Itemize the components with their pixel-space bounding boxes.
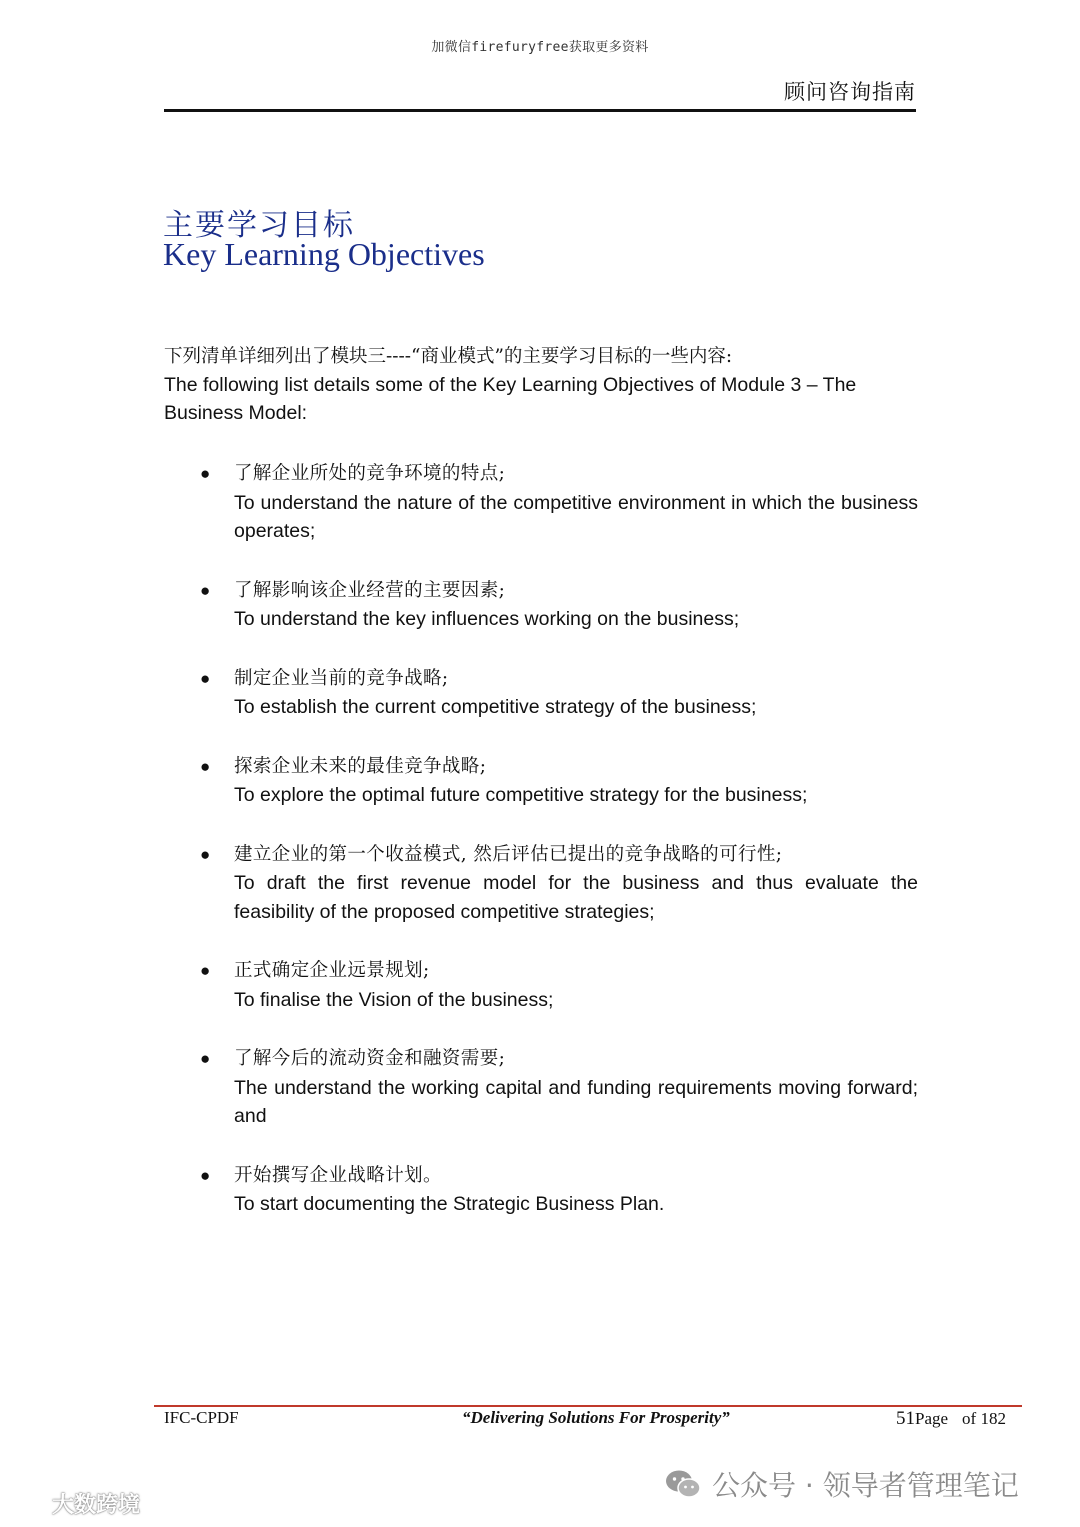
bullet-icon: ● xyxy=(200,1165,211,1185)
intro-english: The following list details some of the Key Learning Objectives of Module 3 – The Business Model: xyxy=(164,374,857,424)
objective-chinese: 了解影响该企业经营的主要因素; xyxy=(234,579,506,601)
objective-chinese: 正式确定企业远景规划; xyxy=(234,960,430,981)
section-title-english: Key Learning Objectives xyxy=(163,236,485,272)
footer-org: IFC-CPDF xyxy=(164,1408,239,1427)
corner-watermark-label: 大数跨境 xyxy=(52,1493,141,1518)
objective-english: To explore the optimal future competitive strategy for the business; xyxy=(234,784,808,806)
bullet-icon: ● xyxy=(200,464,211,483)
objective-item xyxy=(198,665,918,722)
intro-chinese: 下列清单详细列出了模块三----“商业模式”的主要学习目标的一些内容: xyxy=(164,346,733,367)
wechat-icon xyxy=(664,1469,702,1499)
wechat-account-label: 公众号 · 领导者管理笔记 xyxy=(712,1469,1019,1502)
section-title-chinese: 主要学习目标 xyxy=(163,208,355,243)
header-title: 顾问咨询指南 xyxy=(784,80,916,104)
objective-chinese: 了解今后的流动资金和融资需要; xyxy=(234,1048,506,1069)
footer-slogan: “Delivering Solutions For Prosperity” xyxy=(462,1408,730,1427)
objective-item xyxy=(198,1045,918,1131)
bullet-icon: ● xyxy=(200,844,211,864)
objective-english: To understand the nature of the competitive environment in which the business operates; xyxy=(234,491,918,542)
objective-item xyxy=(198,957,918,1014)
objective-chinese: 了解企业所处的竞争环境的特点; xyxy=(234,463,506,484)
corner-watermark xyxy=(10,1488,140,1519)
page-label: Page xyxy=(915,1409,949,1428)
objective-item xyxy=(198,1162,918,1219)
footer-page-info xyxy=(896,1408,1006,1430)
bullet-icon: ● xyxy=(200,580,211,600)
objectives-list xyxy=(198,460,918,1219)
page-total: of 182 xyxy=(962,1409,1006,1428)
wechat-watermark xyxy=(664,1464,1019,1504)
bullet-icon: ● xyxy=(200,1049,211,1068)
objective-english: To finalise the Vision of the business; xyxy=(234,988,554,1011)
footer-divider xyxy=(154,1405,1022,1407)
page-number: 51 xyxy=(896,1408,915,1429)
objective-item xyxy=(198,577,918,634)
top-watermark: 加微信firefuryfree获取更多资料 xyxy=(431,40,649,55)
objective-item xyxy=(198,460,918,546)
intro-paragraph xyxy=(164,343,916,427)
objective-chinese: 制定企业当前的竞争战略; xyxy=(234,667,449,689)
objective-english: To establish the current competitive strategy of the business; xyxy=(234,696,757,718)
cloud-logo-icon xyxy=(10,1493,46,1515)
objective-english: To draft the first revenue model for the business and thus evaluate the feasibility of the proposed competitive strategies; xyxy=(234,872,918,923)
objective-chinese: 开始撰写企业战略计划。 xyxy=(234,1164,442,1186)
bullet-icon: ● xyxy=(200,668,211,688)
objective-item xyxy=(198,753,918,810)
bullet-icon: ● xyxy=(200,756,211,776)
objective-english: To understand the key influences working on the business; xyxy=(234,608,740,630)
header-divider xyxy=(164,109,916,112)
objective-item xyxy=(198,841,918,927)
objective-english: The understand the working capital and funding requirements moving forward; and xyxy=(234,1076,918,1127)
objective-english: To start documenting the Strategic Business Plan. xyxy=(234,1193,665,1215)
objective-chinese: 探索企业未来的最佳竞争战略; xyxy=(234,755,487,777)
bullet-icon: ● xyxy=(200,961,211,980)
objective-chinese: 建立企业的第一个收益模式, 然后评估已提出的竞争战略的可行性; xyxy=(234,843,783,865)
